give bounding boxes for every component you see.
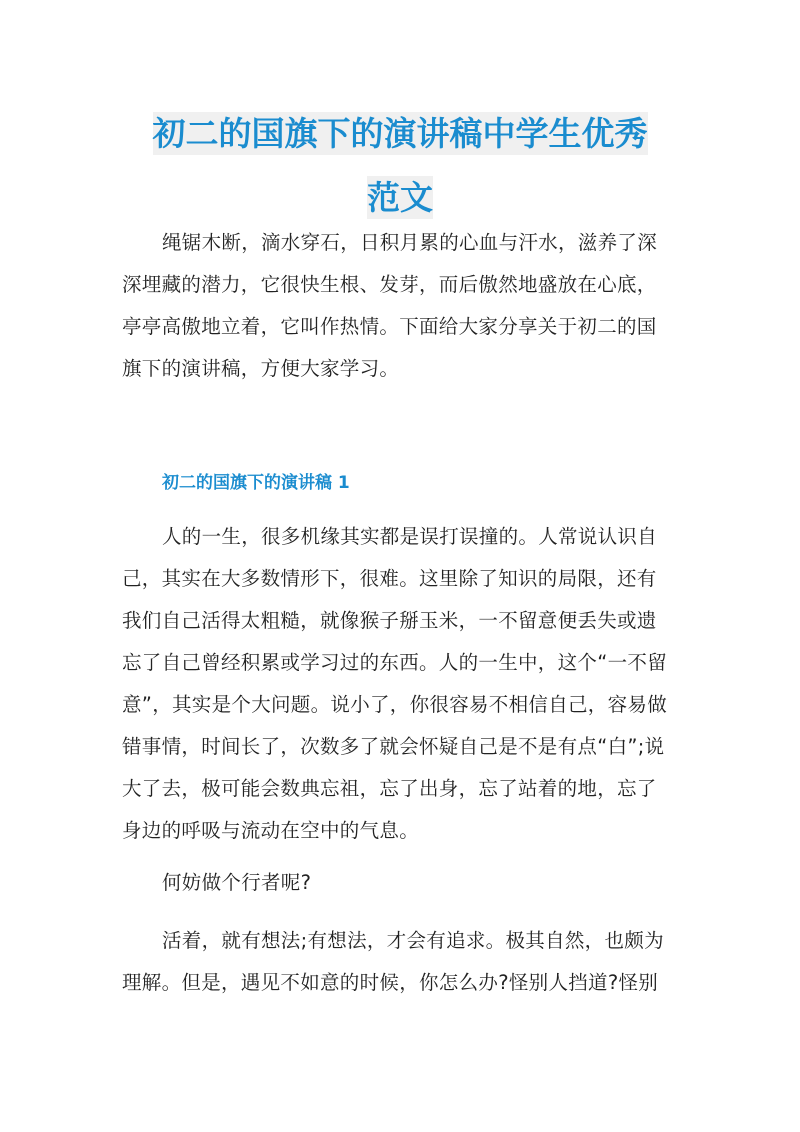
title-text: 范文 — [367, 178, 433, 217]
paragraph-line: 身边的呼吸与流动在空中的气息。 — [122, 819, 420, 842]
paragraph-line: 绳锯木断，滴水穿石，日积月累的心血与汗水，滋养了深 — [162, 231, 658, 254]
paragraph-line: 深埋藏的潜力，它很快生根、发芽，而后傲然地盛放在心底， — [122, 273, 657, 296]
paragraph-line: 何妨做个行者呢? — [162, 871, 312, 894]
paragraph-line: 亭亭高傲地立着，它叫作热情。下面给大家分享关于初二的国 — [122, 315, 657, 338]
paragraph-line: 己，其实在大多数情形下，很难。这里除了知识的局限，还有 — [122, 567, 657, 590]
section-heading: 初二的国旗下的演讲稿 1 — [162, 473, 350, 493]
paragraph-line: 活着，就有想法;有想法，才会有追求。极其自然，也颇为 — [162, 929, 664, 952]
document-title-line-2 — [0, 172, 800, 219]
paragraph-line: 错事情，时间长了，次数多了就会怀疑自己是不是有点“白”;说 — [122, 735, 665, 758]
document-title-line-1 — [0, 108, 800, 155]
paragraph-line: 大了去，极可能会数典忘祖，忘了出身，忘了站着的地，忘了 — [122, 777, 657, 800]
paragraph-line: 旗下的演讲稿，方便大家学习。 — [122, 357, 400, 380]
paragraph-line: 忘了自己曾经积累或学习过的东西。人的一生中，这个“一不留 — [122, 651, 668, 674]
paragraph-line: 我们自己活得太粗糙，就像猴子掰玉米，一不留意便丢失或遗 — [122, 609, 657, 632]
paragraph-line: 理解。但是，遇见不如意的时候，你怎么办?怪别人挡道?怪别 — [122, 971, 659, 994]
title-text: 初二的国旗下的演讲稿中学生优秀 — [152, 114, 648, 153]
paragraph-line: 意”，其实是个大问题。说小了，你很容易不相信自己，容易做 — [122, 693, 668, 716]
paragraph-line: 人的一生，很多机缘其实都是误打误撞的。人常说认识自 — [162, 525, 658, 548]
